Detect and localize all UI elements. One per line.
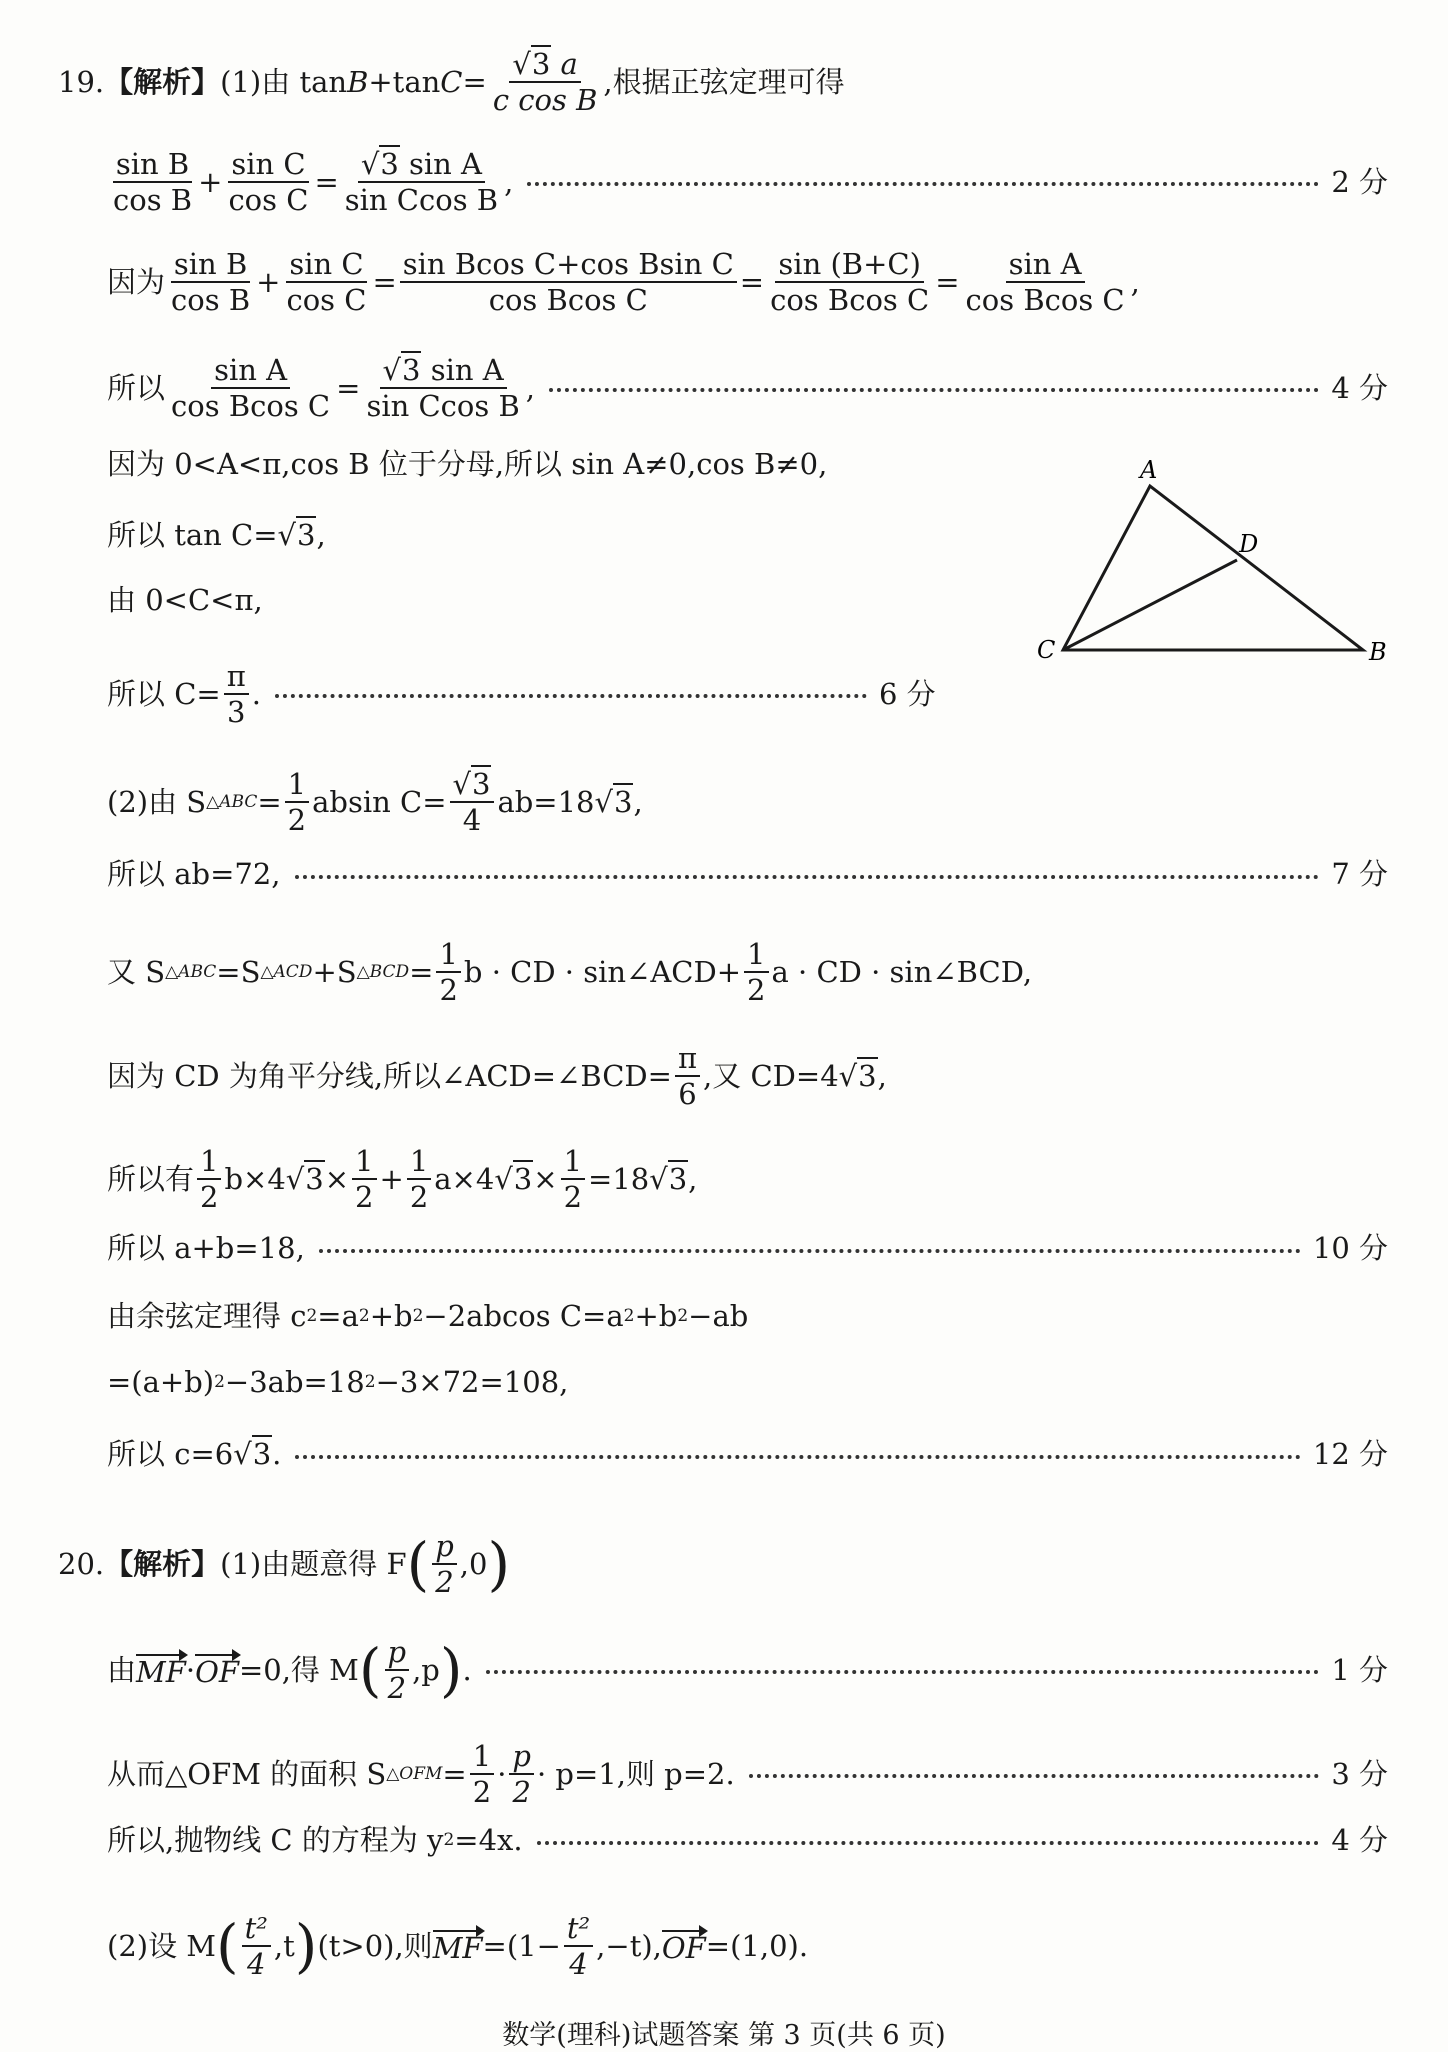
q19-number: 19. — [58, 64, 105, 99]
q19-line-8: 所以 C= $\frac{\pi}{3}$ . 6 分 — [107, 659, 936, 730]
fraction: $\frac{√3 a}{\text{c cos B}}$ — [492, 47, 598, 118]
q20-line-4: 所以,抛物线 C 的方程为 y 2 =4x. 4 分 — [107, 1823, 1388, 1857]
score: 4 分 — [1331, 1823, 1388, 1857]
q19-line-7: 由 0<C<π, — [107, 583, 263, 617]
q20-line-2: 由 MF · OF =0,得 M ( $\frac{p}{2}$ ,p ) . 1 分 — [107, 1635, 1388, 1706]
q19-heading: 19. 【解析】 (1)由 tan B +tan C = $\frac{√3 a}{\text{c cos B}}$ ,根据正弦定理可得 — [58, 47, 845, 118]
score: 3 分 — [1331, 1756, 1388, 1791]
q19-line-11: 又 S △ABC =S △ACD +S △BCD = $\frac{1}{2}$ b · CD · sin∠ACD+ $\frac{1}{2}$ a · CD · sin∠BCD, — [107, 937, 1033, 1008]
score: 2 分 — [1331, 164, 1388, 199]
segment-cd — [1063, 560, 1237, 650]
q19-line-12: 因为 CD 为角平分线,所以∠ACD=∠BCD= $\frac{\pi}{6}$ ,又 CD=4 √ 3 , — [107, 1041, 887, 1112]
score: 10 分 — [1312, 1231, 1388, 1265]
leader-dots — [527, 182, 1319, 186]
score: 4 分 — [1331, 370, 1388, 405]
q19-line-5: 因为 0<A<π,cos B 位于分母,所以 sin A≠0,cos B≠0, — [107, 447, 828, 481]
q20-line-5: (2)设 M ( $\frac{\text{t²}}{4}$ ,t ) (t>0),则 MF =(1− $\frac{\text{t²}}{4}$ ,−t), OF =(1,0). — [107, 1911, 809, 1982]
q19-line-13: 所以有 $\frac{1}{2}$ b×4 √ 3 × $\frac{1}{2}$ + $\frac{1}{2}$ a×4 √ 3 × $\frac{1}{2}$ =18 √ 3 , — [107, 1144, 698, 1215]
q19-line-3: 因为 $\frac{\text{sin B}}{\text{cos B}}$ + $\frac{\text{sin C}}{\text{cos C}}$ = $\frac{\text{sin Bcos C+cos Bsin C}}{\text{cos Bcos C}}$ = $\frac{\sin (B+C)}{\text{cos Bcos C}}$ = $\frac{\text{sin A}}{\text{cos Bcos C}}$ , — [107, 247, 1140, 318]
score: 6 分 — [879, 676, 936, 711]
q20-tag: 【解析】 — [104, 1546, 221, 1581]
page-footer: 数学(理科)试题答案 第 3 页(共 6 页) — [502, 2020, 946, 2051]
q19-tag: 【解析】 — [104, 64, 221, 99]
label-a: A — [1140, 458, 1158, 484]
q19-line-2: $\frac{\text{sin B}}{\text{cos B}}$ + $\frac{\text{sin C}}{\text{cos C}}$ = $\frac{\text{√3 sin A}}{\text{sin Ccos B}}$ , 2 分 — [113, 147, 1388, 218]
label-c: C — [1037, 636, 1056, 664]
q19-line-9: (2)由 S △ABC = $\frac{1}{2}$ absin C= $\frac{√3}{4}$ ab=18 √ 3 , — [107, 767, 643, 838]
score: 12 分 — [1312, 1437, 1388, 1471]
label-b: B — [1369, 638, 1387, 666]
triangle-figure — [1025, 458, 1405, 668]
q19-line-10: 所以 ab=72, 7 分 — [107, 857, 1388, 891]
q20-number: 20. — [58, 1546, 105, 1581]
score: 7 分 — [1331, 857, 1388, 891]
q19-line-6: 所以 tan C= √ 3 , — [107, 518, 326, 552]
label-d: D — [1239, 530, 1259, 558]
q19-line-16: =(a+b) 2 −3ab=18 2 −3×72=108, — [107, 1365, 569, 1399]
score: 1 分 — [1331, 1652, 1388, 1687]
q20-heading: 20. 【解析】 (1)由题意得 F ( $\frac{p}{2}$ ,0 ) — [58, 1529, 511, 1600]
q19-line-15: 由余弦定理得 c 2 =a 2 +b 2 −2abcos C=a 2 +b 2 −ab — [107, 1299, 749, 1333]
q19-line-17: 所以 c=6 √ 3 . 12 分 — [107, 1437, 1388, 1471]
q19-line-4: 所以 $\frac{\text{sin A}}{\text{cos Bcos C}}$ = $\frac{\text{√3 sin A}}{\text{sin Ccos B}}$ , 4 分 — [107, 353, 1388, 424]
q20-line-3: 从而△OFM 的面积 S △OFM = $\frac{1}{2}$ · $\frac{p}{2}$ · p=1,则 p=2. 3 分 — [107, 1739, 1388, 1810]
q19-line-14: 所以 a+b=18, 10 分 — [107, 1231, 1388, 1265]
